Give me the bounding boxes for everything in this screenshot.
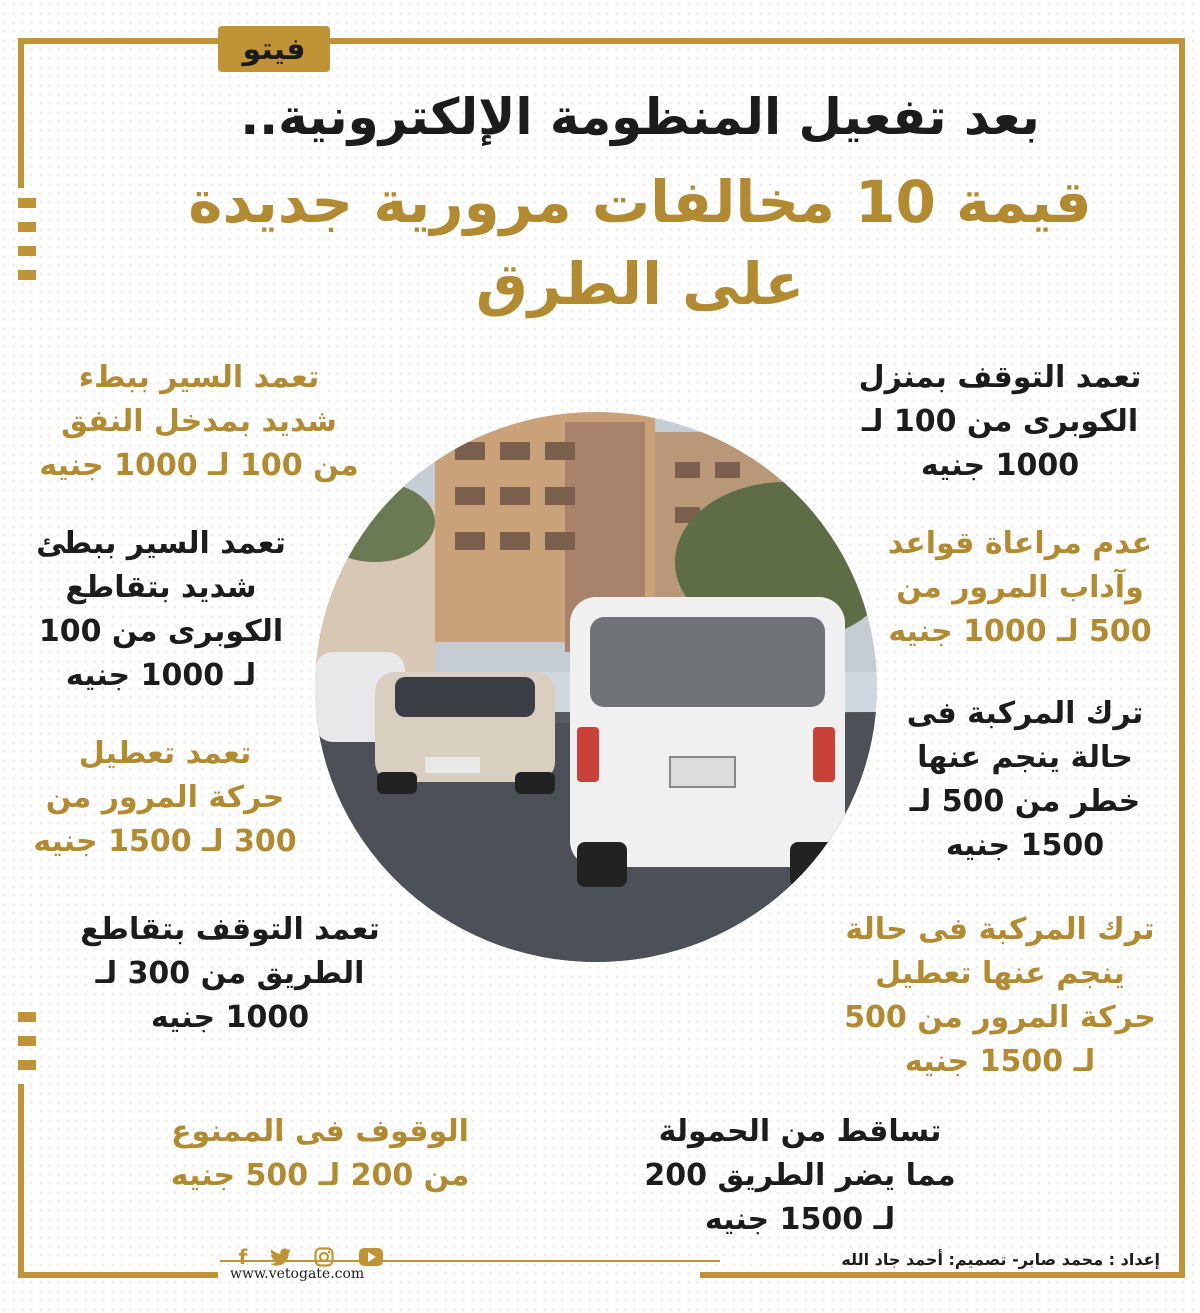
violation-9: [610, 1110, 990, 1242]
frame-left-dash: [18, 1036, 36, 1046]
violation-line: حركة المرور من 500: [844, 1000, 1156, 1035]
frame-bottom-line: [700, 1272, 1185, 1278]
violation-line: 1000 جنيه: [920, 448, 1080, 483]
frame-left-dash: [18, 1060, 36, 1070]
website-url[interactable]: www.vetogate.com: [230, 1266, 365, 1282]
violation-line: مما يضر الطريق 200: [644, 1158, 956, 1193]
violation-line: الطريق من 300 لـ: [95, 956, 365, 991]
violation-line: عدم مراعاة قواعد: [887, 526, 1153, 561]
violation-line: ترك المركبة فى حالة: [845, 912, 1155, 947]
frame-left-dash: [18, 270, 36, 280]
violation-line: حركة المرور من: [45, 780, 285, 815]
violation-line: الكوبرى من 100: [38, 614, 284, 649]
headline-line-1: بعد تفعيل المنظومة الإلكترونية..: [240, 88, 1040, 146]
violation-line: الكوبرى من 100 لـ: [861, 404, 1139, 439]
frame-left-line: [18, 1084, 24, 1278]
violation-line: شديد بتقاطع: [65, 570, 257, 605]
violation-line: 500 لـ 1000 جنيه: [888, 614, 1152, 649]
street-traffic-photo: [315, 412, 877, 962]
frame-right-line: [1179, 38, 1185, 1278]
frame-left-dash: [18, 246, 36, 256]
violation-line: خطر من 500 لـ: [909, 784, 1141, 819]
frame-left-dash: [18, 198, 36, 208]
frame-bottom-line: [18, 1272, 218, 1278]
violation-line: تعمد السير ببطء: [78, 360, 320, 395]
brand-logo-text: فيتو: [242, 31, 306, 67]
headline-line-2: قيمة 10 مخالفات مرورية جديدة: [188, 168, 1092, 236]
frame-left-dash: [18, 222, 36, 232]
violation-3: [860, 522, 1180, 654]
violation-line: لـ 1500 جنيه: [704, 1202, 896, 1237]
violation-line: من 200 لـ 500 جنيه: [170, 1158, 470, 1193]
violation-line: تعمد التوقف بتقاطع: [80, 912, 380, 947]
violation-6: [20, 732, 310, 864]
footer-line: [220, 1260, 720, 1262]
violation-line: الوقوف فى الممنوع: [171, 1114, 469, 1149]
violation-line: حالة ينجم عنها: [917, 740, 1133, 775]
frame-left-dash: [18, 1012, 36, 1022]
violation-7: [820, 908, 1180, 1084]
footer-credit: إعداد : محمد صابر- تصميم: أحمد جاد الله: [841, 1250, 1160, 1269]
violation-line: لـ 1500 جنيه: [904, 1044, 1096, 1079]
violation-line: تعمد التوقف بمنزل: [858, 360, 1142, 395]
violation-line: ترك المركبة فى: [906, 696, 1144, 731]
violation-line: تعمد تعطيل: [78, 736, 252, 771]
violation-5: [880, 692, 1170, 868]
violation-line: تعمد السير ببطئ: [36, 526, 286, 561]
violation-line: تساقط من الحمولة: [658, 1114, 942, 1149]
frame-top-line: [18, 38, 223, 44]
violation-line: 1000 جنيه: [150, 1000, 310, 1035]
violation-line: وآداب المرور من: [896, 570, 1144, 605]
violation-line: 300 لـ 1500 جنيه: [33, 824, 297, 859]
violation-2: [24, 356, 374, 488]
violation-line: من 100 لـ 1000 جنيه: [39, 448, 359, 483]
frame-left-line: [18, 38, 24, 188]
violation-10: [140, 1110, 500, 1198]
violation-line: ينجم عنها تعطيل: [875, 956, 1125, 991]
brand-logo: [218, 26, 330, 72]
violation-1: [820, 356, 1180, 488]
violation-8: [50, 908, 410, 1040]
facebook-icon[interactable]: f: [238, 1245, 248, 1269]
headline-line-3: على الطرق: [475, 250, 805, 318]
violation-line: شديد بمدخل النفق: [61, 404, 337, 439]
frame-top-line: [325, 38, 1185, 44]
violation-line: 1500 جنيه: [945, 828, 1105, 863]
violation-line: لـ 1000 جنيه: [65, 658, 257, 693]
violation-4: [6, 522, 316, 698]
